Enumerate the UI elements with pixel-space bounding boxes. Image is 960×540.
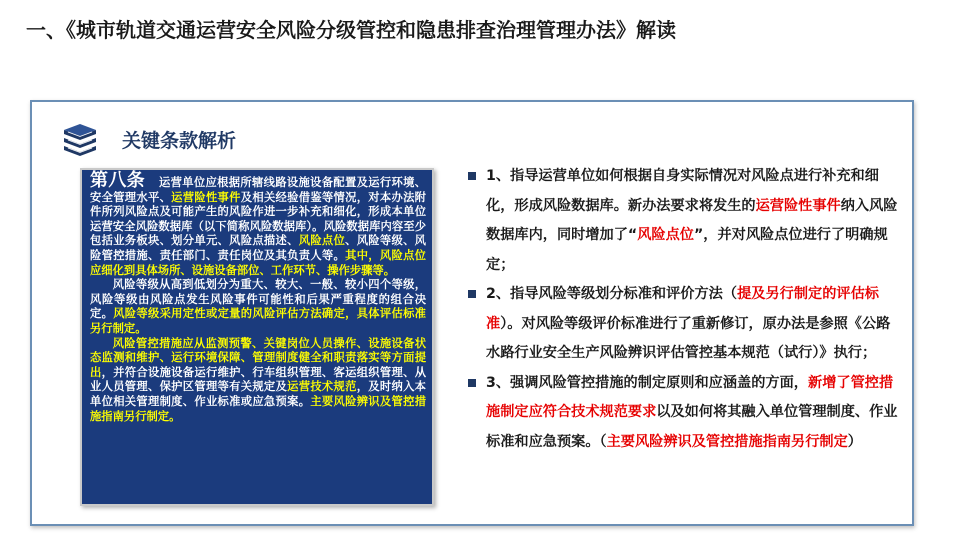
- text-run: 及相关经验借鉴等情况，对本办法附件所列风险点及可能产生的风险作进一步补充和细化，形成本单位运营安全风险数据库（以下简称风险数据库）。风险数据库内容至少包括业务板块、划分单元、风险点描述、: [90, 190, 426, 248]
- article-paragraph-3: [90, 337, 426, 425]
- highlighted-text: 主要风险辨识及管控措施指南另行制定。: [90, 394, 426, 423]
- text-run: 、风险等级、风险管控措施、责任部门、责任岗位及其负责人等。: [90, 234, 426, 262]
- highlighted-text: 其中，风险点位应细化到具体场所、设施设备部位、工作环节、操作步骤等。: [90, 248, 426, 277]
- page-title: 一、《城市轨道交通运营安全风险分级管控和隐患排查治理管理办法》解读: [26, 18, 676, 42]
- highlighted-text: 运营险性事件: [171, 190, 241, 204]
- books-icon: [60, 122, 100, 156]
- section-title: 关键条款解析: [122, 130, 237, 152]
- text-run: ）。对风险等级评价标准进行了重新修订，原办法是参照《公路水路行业安全生产风险辨识评估管控基本规范（试行）》执行；: [486, 315, 891, 361]
- highlighted-text: 风险管控措施应从监测预警、关键岗位人员操作、设施设备状态监测和维护、运行环境保障、管理制度健全和职责落实等方面提出: [90, 336, 426, 379]
- interpretation-point: [468, 280, 900, 369]
- text-run: 3、强调风险管控措施的制定原则和应涵盖的方面，: [486, 374, 808, 391]
- text-run: 运营单位应根据所辖线路设施设备配置及运行环境、安全管理水平、: [90, 176, 426, 204]
- interpretation-point: [468, 162, 900, 280]
- text-run: 以及如何将其融入单位管理制度、作业标准和应急预案。（: [486, 404, 898, 450]
- text-run: ）: [847, 433, 862, 450]
- text-run: 2、指导风险等级划分标准和评价方法（: [486, 286, 738, 302]
- text-run: ”，并对风险点位进行了明确规定；: [486, 227, 888, 273]
- square-bullet-icon: [468, 290, 476, 298]
- highlighted-text: 新增了管控措施制定应符合技术规范要求: [486, 374, 894, 420]
- highlighted-text: 风险点位: [298, 234, 346, 248]
- article-heading: 第八条: [90, 170, 145, 191]
- text-run: ，并符合设施设备运行维护、行车组织管理、客运组织管理、从业人员管理、保护区管理等有关规定及: [90, 365, 426, 394]
- text-run: ，及时纳入本单位相关管理制度、作业标准或应急预案。: [90, 380, 426, 408]
- text-run: 纳入风险数据库内，同时增加了“: [486, 197, 898, 243]
- interpretation-point: [468, 369, 900, 458]
- interpretation-list: [468, 162, 900, 457]
- article-paragraph-1: [90, 170, 426, 278]
- key-clause-panel: [30, 100, 914, 526]
- article-eight-box: [80, 168, 434, 506]
- highlighted-text: 风险点位: [637, 227, 694, 243]
- text-run: 风险等级从高到低划分为重大、较大、一般、较小四个等级，风险等级由风险点发生风险事件可能性和后果严重程度的组合决定。: [90, 278, 426, 321]
- highlighted-text: 主要风险辨识及管控措施指南另行制定: [606, 433, 848, 450]
- text-run: 1、指导运营单位如何根据自身实际情况对风险点进行补充和细化，形成风险数据库。新办法要求将发生的: [486, 168, 879, 214]
- highlighted-text: 运营技术规范: [287, 380, 357, 394]
- highlighted-text: 提及另行制定的评估标准: [486, 286, 879, 332]
- article-paragraph-2: [90, 278, 426, 336]
- square-bullet-icon: [468, 172, 476, 180]
- highlighted-text: 运营险性事件: [755, 197, 841, 214]
- square-bullet-icon: [468, 379, 476, 387]
- highlighted-text: 风险等级采用定性或定量的风险评估方法确定，具体评估标准另行制定。: [90, 307, 426, 335]
